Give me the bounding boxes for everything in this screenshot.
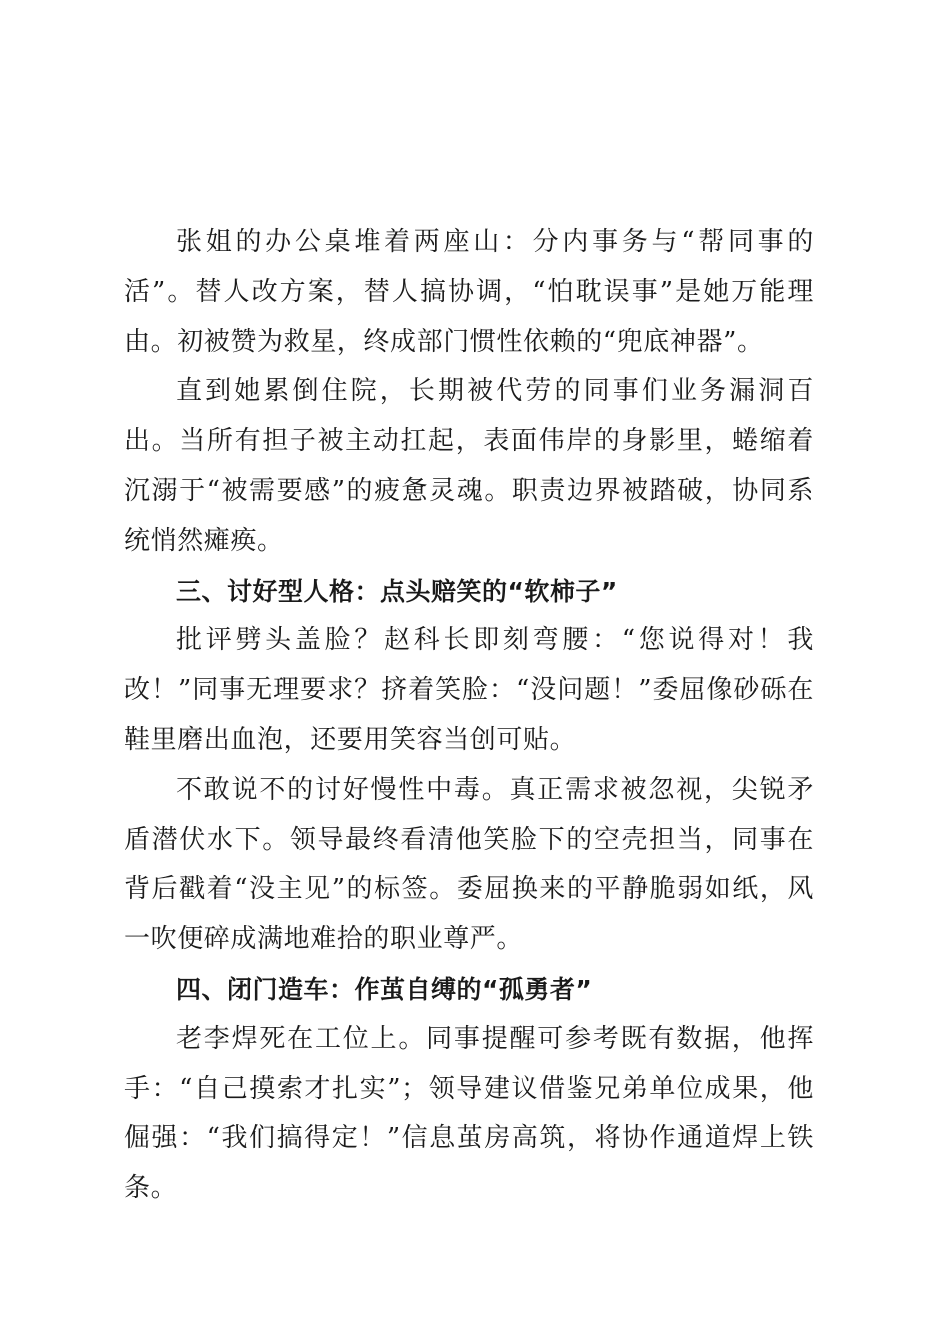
paragraph-zhao-criticism: 批评劈头盖脸？赵科长即刻弯腰：“您说得对！我改！”同事无理要求？挤着笑脸：“没问题！”委屈像砂砾在鞋里磨出血泡，还要用笑容当创可贴。	[124, 625, 814, 755]
paragraph-pleasing-poison: 不敢说不的讨好慢性中毒。真正需求被忽视，尖锐矛盾潜伏水下。领导最终看清他笑脸下的空壳担当，同事在背后戳着“没主见”的标签。委屈换来的平静脆弱如纸，风一吹便碎成满地难拾的职业尊严。	[124, 774, 814, 955]
section-heading-3: 三、讨好型人格：点头赔笑的“软柿子”	[176, 576, 618, 606]
paragraph-lao-li: 老李焊死在工位上。同事提醒可参考既有数据，他挥手：“自己摸索才扎实”；领导建议借鉴兄弟单位成果，他倔强：“我们搞得定！”信息茧房高筑，将协作通道焊上铁条。	[124, 1023, 814, 1204]
paragraph-zhang-hospital: 直到她累倒住院，长期被代劳的同事们业务漏洞百出。当所有担子被主动扛起，表面伟岸的身影里，蜷缩着沉溺于“被需要感”的疲惫灵魂。职责边界被踏破，协同系统悄然瘫痪。	[124, 376, 814, 556]
paragraph-zhang-workload: 张姐的办公桌堆着两座山：分内事务与“帮同事的活”。替人改方案，替人搞协调，“怕耽误事”是她万能理由。初被赞为救星，终成部门惯性依赖的“兜底神器”。	[124, 227, 814, 357]
document-body	[124, 218, 814, 1214]
section-heading-4: 四、闭门造车：作茧自缚的“孤勇者”	[176, 974, 593, 1004]
